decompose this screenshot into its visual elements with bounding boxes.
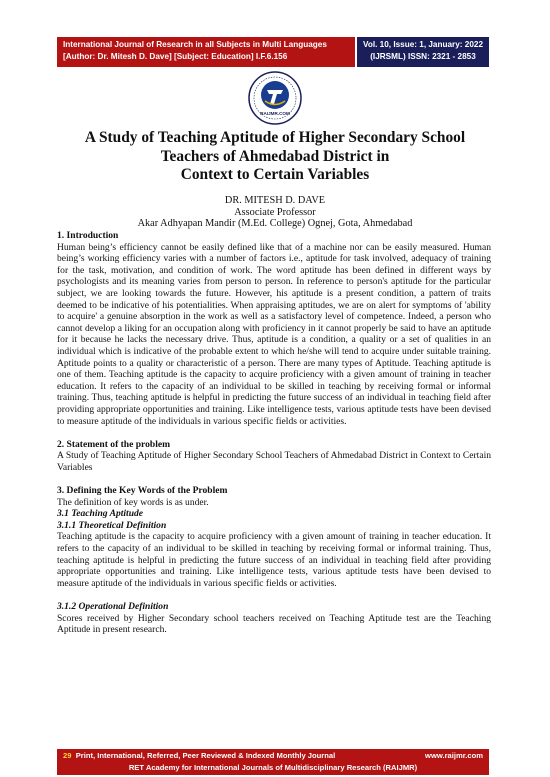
subsection-heading: 3.1.2 Operational Definition <box>57 601 169 612</box>
issn: (IJRSML) ISSN: 2321 - 2853 <box>370 52 476 61</box>
section-heading: 1. Introduction <box>57 230 119 241</box>
title-line: Teachers of Ahmedabad District in <box>160 147 390 165</box>
header-right-block <box>357 37 489 67</box>
paragraph: The definition of key words is as under. <box>57 496 209 508</box>
volume-issue: Vol. 10, Issue: 1, January: 2022 <box>363 40 483 49</box>
author-name: DR. MITESH D. DAVE <box>224 195 326 206</box>
paragraph: A Study of Teaching Aptitude of Higher Secondary School Teachers of Ahmedabad District in Context to Certain Variables <box>57 450 491 473</box>
journal-footer <box>57 749 489 775</box>
title-line: A Study of Teaching Aptitude of Higher Secondary School <box>84 129 466 146</box>
logo-text: RAIJMR.COM <box>260 111 290 116</box>
header-left-block <box>57 37 355 67</box>
website-link[interactable]: www.raijmr.com <box>425 751 483 760</box>
journal-seal-icon <box>247 70 303 126</box>
paragraph: Teaching aptitude is the capacity to acquire proficiency with a given amount of training in teacher education. It refers to the capacity of an individual to be skilled in teaching by receiving formal or informal training. Thus, teaching aptitude is helpful in predicting the future success of an individual in teaching field after providing appropriate opportunities and training. Like intelligence tests, various aptitude tests have been devised to measure aptitude of the individuals in various specific fields or activities. <box>57 531 491 589</box>
author-block <box>40 195 510 230</box>
title-line: Context to Certain Variables <box>180 166 370 183</box>
author-subject-line: [Author: Dr. Mitesh D. Dave] [Subject: Education] I.F.6.156 <box>63 52 288 61</box>
footer-journal-type: Print, International, Referred, Peer Reviewed & Indexed Monthly Journal <box>75 751 336 760</box>
author-affiliation: Akar Adhyapan Mandir (M.Ed. College) Ognej, Gota, Ahmedabad <box>137 218 413 229</box>
section-heading: 2. Statement of the problem <box>57 438 171 450</box>
journal-header <box>57 37 489 67</box>
subsection-heading: 3.1 Teaching Aptitude <box>57 508 144 520</box>
subsection-heading: 3.1.1 Theoretical Definition <box>57 519 167 531</box>
page-number: 29 <box>63 751 72 760</box>
paper-body <box>57 230 491 636</box>
paragraph: Human being’s efficiency cannot be easily defined like that of a machine nor can be easily measured. Human being’s working efficiency varies with a number of factors i.e., aptitude for task involved, adequacy of training for the task, motivation, and condition of work. The word aptitude has been defined in different ways by psychologists and its meaning varies from person to person. In reference to person's aptitude for the particular subject, we are looking towards the future. However, his aptitude is a present condition, a pattern of traits deemed to be indicative of his potentialities. When appraising aptitudes, we are on alert for symptoms of 'ability to acquire' a genuine absorption in the work as well as a satisfactory level of competence. Indeed, a person who cannot develop a liking for an occupation along with proficiency in it cannot properly be said to have an aptitude for it because he lacks the necessary drive. Thus, aptitude is a condition, a quality or a set of qualities in an individual which is indicative of the probable extent to which he/she will tend to acquire under suitable training. Aptitude points to a quality or characteristic of a person. There are many types of Aptitude. Teaching aptitude is one of them. Teaching aptitude is the capacity to acquire proficiency with a given amount of training in teacher education. It refers to the capacity of an individual to be skilled in teaching by receiving formal or informal training. Thus, teaching aptitude is helpful in predicting the future success of an individual in teaching field after providing appropriate opportunities and training. Like intelligence tests, various aptitude tests have been devised to measure aptitude of the individuals in various specific fields or activities. <box>57 241 491 427</box>
section-heading: 3. Defining the Key Words of the Problem <box>57 485 228 497</box>
footer-publisher: RET Academy for International Journals of Multidisciplinary Research (RAIJMR) <box>128 762 418 772</box>
author-designation: Associate Professor <box>234 206 316 218</box>
paragraph: Scores received by Higher Secondary school teachers received on Teaching Aptitude test are the Teaching Aptitude in present research. <box>57 612 491 636</box>
journal-name: International Journal of Research in all Subjects in Multi Languages <box>63 40 327 49</box>
paper-title <box>40 129 510 185</box>
